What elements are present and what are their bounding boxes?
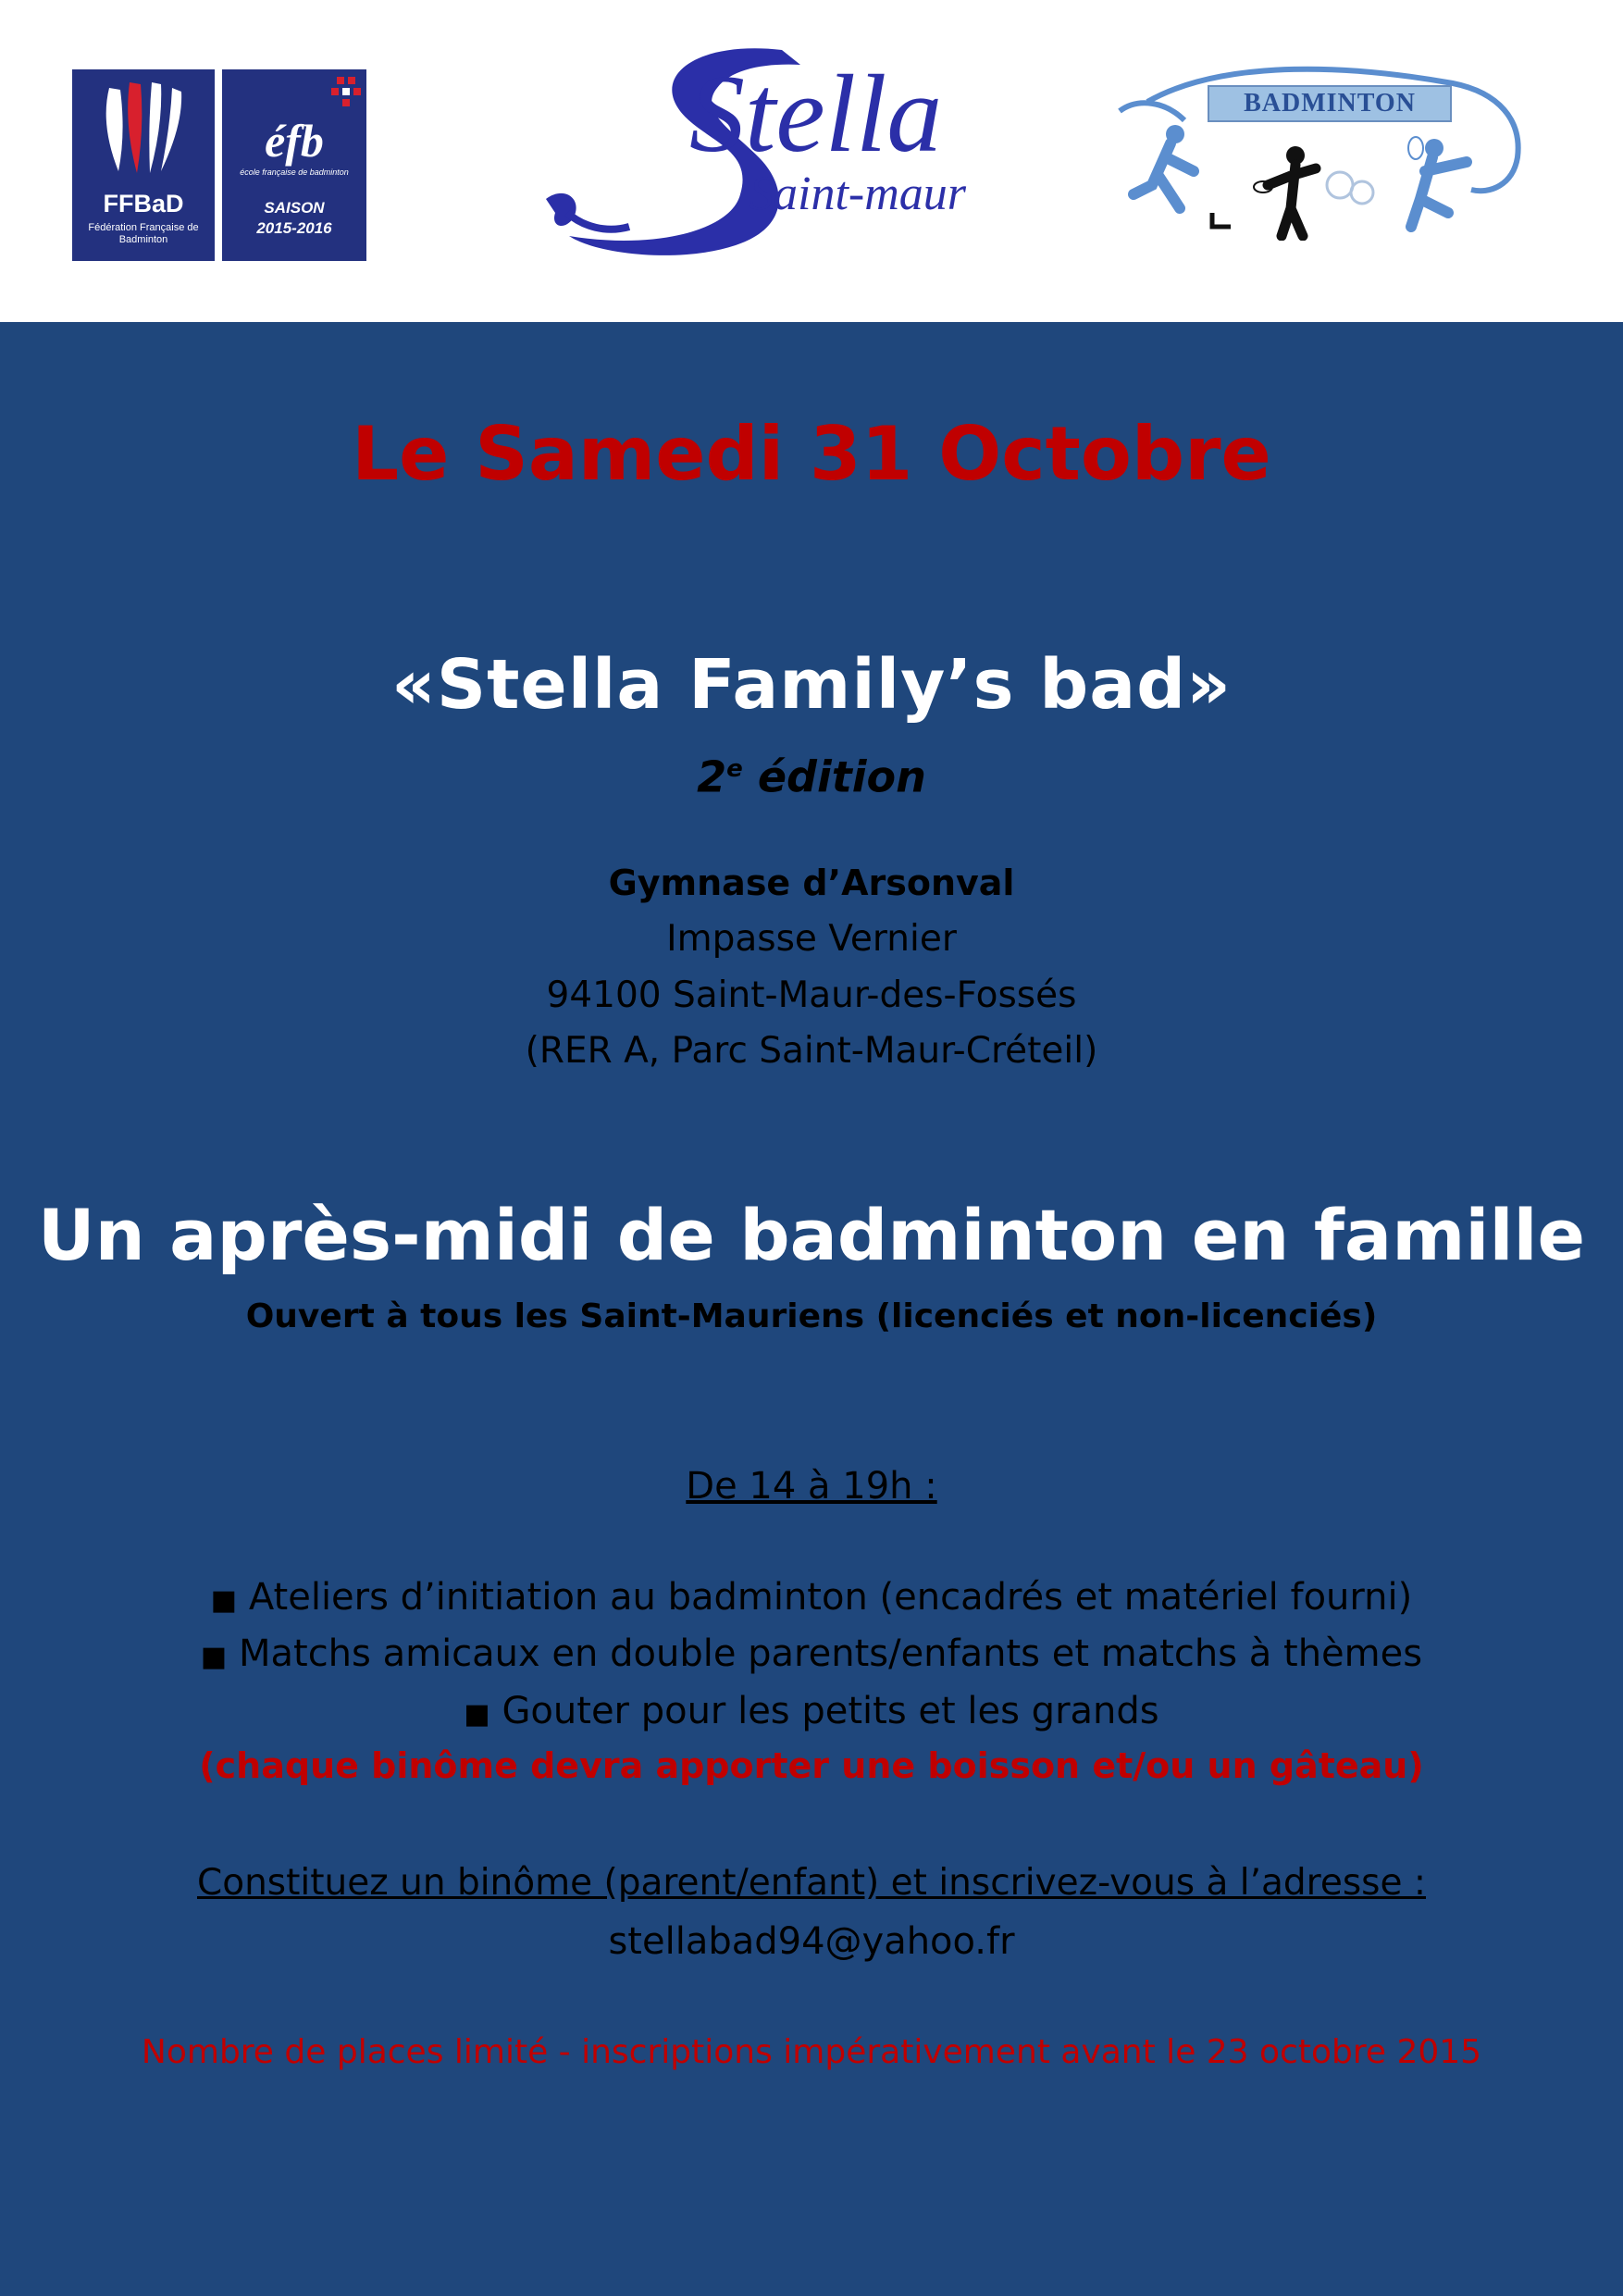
header-band [0,0,1623,322]
badminton-logo-title: BADMINTON [1208,85,1452,122]
registration-instruction: Constituez un binôme (parent/enfant) et inscrivez-vous à l’adresse : [197,1862,1426,1904]
activity-item [0,1569,1623,1630]
registration-email[interactable]: stellabad94@yahoo.fr [608,1920,1015,1963]
schedule-hours: De 14 à 19h : [686,1465,937,1508]
activity-text: Matchs amicaux en double parents/enfants et matchs à thèmes [238,1632,1423,1675]
stella-logo [541,37,995,278]
audience-line: Ouvert à tous les Saint-Mauriens (licenciés et non-licenciés) [245,1297,1378,1335]
ffbad-subtitle: Fédération Française de Badminton [88,222,199,245]
stella-place: Saint-maur [750,168,966,220]
ffbad-logo [72,69,215,261]
red-squares-icon [331,77,368,114]
venue-city: 94100 Saint-Maur-des-Fossés [546,974,1077,1016]
efb-season-years: 2015-2016 [256,219,332,237]
efb-season-label: SAISON [264,199,325,217]
shuttlecock-feathers-icon [72,69,215,190]
event-date: Le Samedi 31 Octobre [352,411,1271,497]
event-name: «Stella Family’s bad» [391,645,1232,725]
bullet-square-icon: ■ [464,1698,490,1731]
snack-note: (chaque binôme devra apporter une boisson et/ou un gâteau) [199,1745,1424,1786]
venue-name: Gymnase d’Arsonval [608,863,1015,903]
efb-logo [222,69,366,261]
efb-label: éfb [265,115,324,167]
activity-text: Ateliers d’initiation au badminton (encadrés et matériel fourni) [248,1576,1413,1619]
activity-item [0,1625,1623,1686]
headline: Un après-midi de badminton en famille [37,1194,1586,1276]
stella-word: Stella [689,52,943,175]
edition-number: 2 [697,751,727,802]
edition-suffix: e [726,755,743,783]
efb-school: école française de badminton [240,168,349,177]
badminton-logo [1101,46,1536,241]
edition-word: édition [757,751,926,802]
bullet-square-icon: ■ [210,1584,238,1617]
ffbad-label: FFBaD [103,190,184,217]
registration-deadline: Nombre de places limité - inscriptions impérativement avant le 23 octobre 2015 [141,2033,1482,2071]
activity-text: Gouter pour les petits et les grands [502,1690,1159,1732]
activity-item [0,1682,1623,1744]
badminton-players-icon [1101,46,1536,241]
bullet-square-icon: ■ [200,1641,228,1673]
venue-street: Impasse Vernier [666,918,957,960]
event-edition [0,740,1623,805]
venue-transport: (RER A, Parc Saint-Maur-Créteil) [525,1030,1098,1072]
